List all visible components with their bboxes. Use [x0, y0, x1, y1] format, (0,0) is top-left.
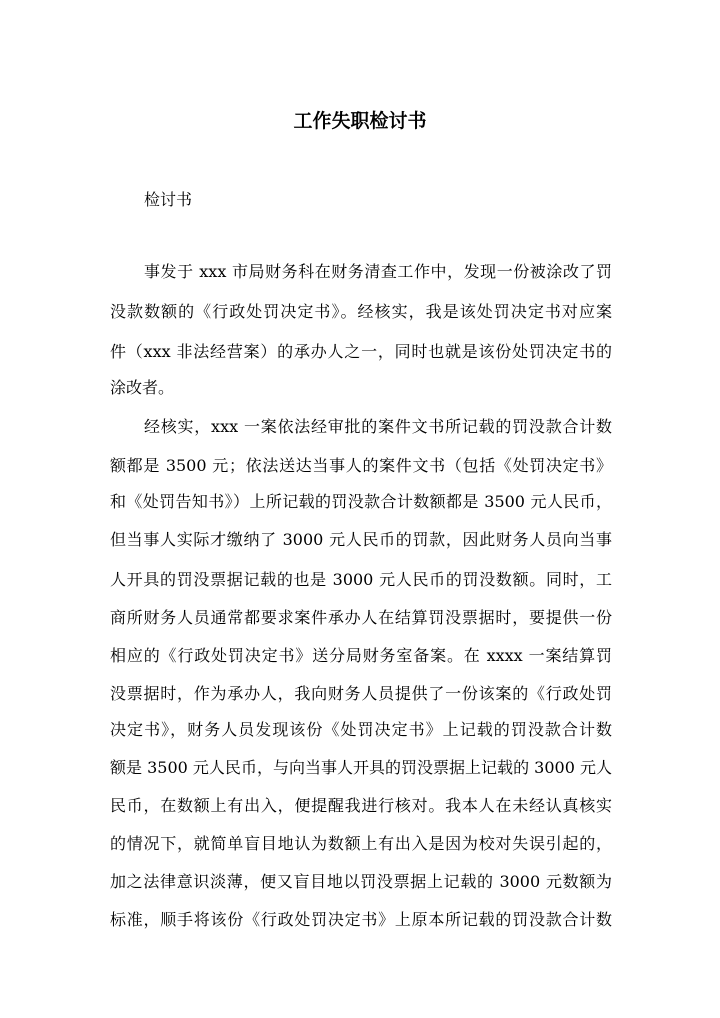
- paragraph-2-line-5: 人开具的罚没票据记载的也是 3000 元人民币的罚没数额。同时，工: [110, 570, 612, 589]
- paragraph-1-line-2: 没款数额的《行政处罚决定书》。经核实，我是该处罚决定书对应案: [110, 302, 612, 321]
- paragraph-1-line-3: 件（xxx 非法经营案）的承办人之一，同时也就是该份处罚决定书的: [110, 342, 612, 361]
- paragraph-1-line-1: 事发于 xxx 市局财务科在财务清查工作中，发现一份被涂改了罚: [144, 262, 612, 281]
- paragraph-2-line-6: 商所财务人员通常都要求案件承办人在结算罚没票据时，要提供一份: [110, 608, 612, 627]
- paragraph-2-line-12: 的情况下，就简单盲目地认为数额上有出入是因为校对失误引起的，: [110, 834, 612, 853]
- paragraph-2-line-10: 额是 3500 元人民币，与向当事人开具的罚没票据上记载的 3000 元人: [110, 758, 612, 777]
- paragraph-2-line-14: 标准，顺手将该份《行政处罚决定书》上原本所记载的罚没款合计数: [110, 910, 612, 929]
- paragraph-2-line-8: 没票据时，作为承办人，我向财务人员提供了一份该案的《行政处罚: [110, 684, 612, 703]
- document-subheading: 检讨书: [144, 190, 193, 209]
- paragraph-2-line-1: 经核实，xxx 一案依法经审批的案件文书所记载的罚没款合计数: [144, 417, 612, 436]
- paragraph-1-line-4: 涂改者。: [110, 378, 175, 397]
- paragraph-2-line-7: 相应的《行政处罚决定书》送分局财务室备案。在 xxxx 一案结算罚: [110, 646, 612, 665]
- paragraph-2-line-13: 加之法律意识淡薄，便又盲目地以罚没票据上记载的 3000 元数额为: [110, 872, 612, 891]
- paragraph-2-line-2: 额都是 3500 元；依法送达当事人的案件文书（包括《处罚决定书》: [110, 456, 612, 475]
- paragraph-2-line-4: 但当事人实际才缴纳了 3000 元人民币的罚款，因此财务人员向当事: [110, 530, 612, 549]
- paragraph-2-line-9: 决定书》，财务人员发现该份《处罚决定书》上记载的罚没款合计数: [110, 720, 612, 739]
- paragraph-2-line-3: 和《处罚告知书》）上所记载的罚没款合计数额都是 3500 元人民币，: [110, 492, 612, 511]
- document-title: 工作失职检讨书: [293, 110, 427, 132]
- paragraph-2-line-11: 民币，在数额上有出入，便提醒我进行核对。我本人在未经认真核实: [110, 796, 612, 815]
